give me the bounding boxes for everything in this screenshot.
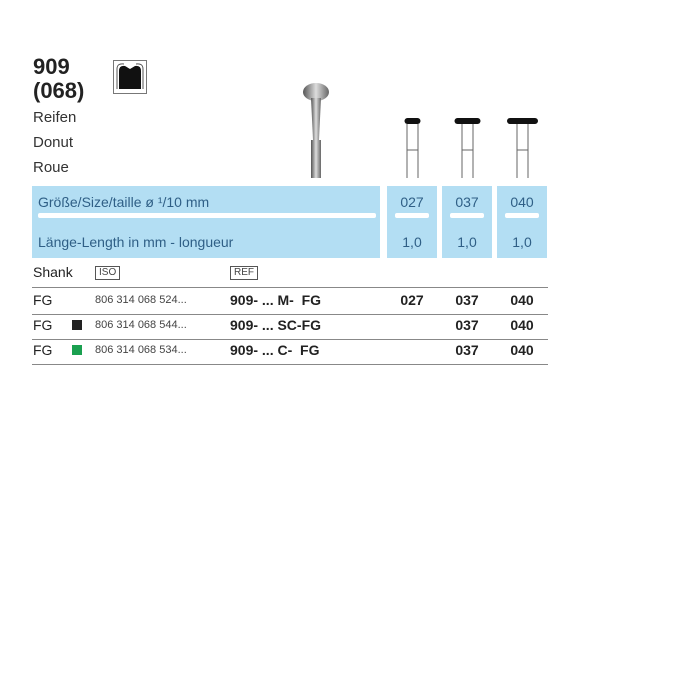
size-label: Größe/Size/taille ø ¹/10 mm [38, 194, 210, 210]
shank-value: FG [33, 317, 53, 333]
iso-number: 806 314 068 524... [95, 294, 187, 306]
spec-label-panel [32, 186, 380, 258]
bur-diagram [387, 115, 438, 180]
name-fr: Roue [33, 159, 69, 176]
size-available: 040 [510, 317, 534, 333]
size-available: 027 [400, 292, 424, 308]
bur-diagram [442, 115, 493, 180]
crown-preparation-icon [113, 60, 147, 94]
shank-header: Shank [33, 264, 73, 280]
size-available: 037 [455, 292, 479, 308]
ref-number: 909- ... SC-FG [230, 317, 322, 333]
shank-value: FG [33, 342, 53, 358]
iso-shape: (068) [33, 78, 85, 103]
size-available: 040 [510, 292, 534, 308]
length-label: Länge-Length in mm - longueur [38, 234, 234, 250]
size-column [442, 186, 492, 258]
size-available: 037 [455, 317, 479, 333]
shank-value: FG [33, 292, 53, 308]
name-de: Reifen [33, 109, 77, 126]
size-available: 040 [510, 342, 534, 358]
size-column [497, 186, 547, 258]
iso-number: 806 314 068 534... [95, 344, 187, 356]
length-value: 1,0 [457, 234, 477, 250]
bur-image [296, 80, 336, 180]
size-value: 037 [455, 194, 479, 210]
bur-diagram [497, 115, 548, 180]
size-column [387, 186, 437, 258]
coating-marker [72, 320, 82, 330]
product-number: 909 [33, 54, 70, 79]
ref-number: 909- ... M- FG [230, 292, 322, 308]
ref-header: REF [230, 266, 258, 280]
length-value: 1,0 [512, 234, 532, 250]
iso-header: ISO [95, 266, 120, 280]
ref-number: 909- ... C- FG [230, 342, 320, 358]
size-value: 027 [400, 194, 424, 210]
name-en: Donut [33, 134, 74, 151]
coating-marker [72, 345, 82, 355]
size-available: 037 [455, 342, 479, 358]
size-value: 040 [510, 194, 534, 210]
length-value: 1,0 [402, 234, 422, 250]
iso-number: 806 314 068 544... [95, 319, 187, 331]
